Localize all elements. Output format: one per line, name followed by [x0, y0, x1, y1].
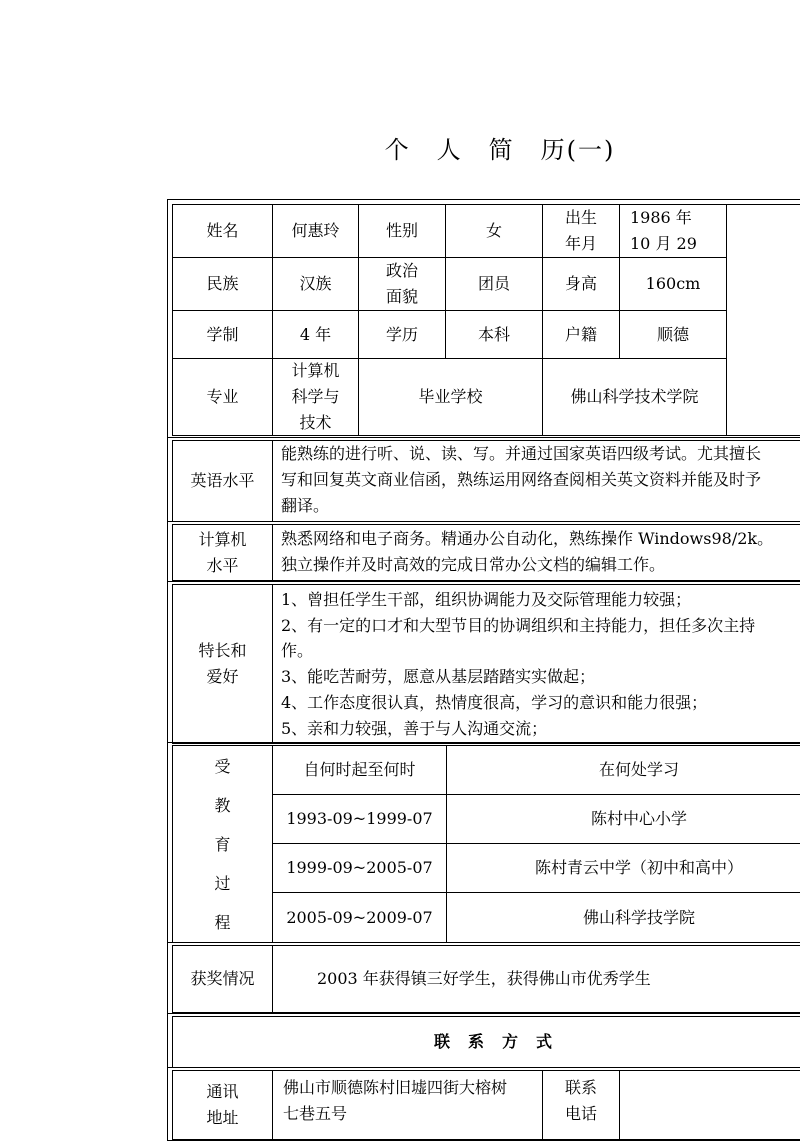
- address-label: [172, 1070, 273, 1140]
- computer-label-line1: 计算机: [198, 529, 247, 549]
- hukou-label: 户籍: [542, 310, 620, 359]
- contact-heading: 联系方式: [172, 1016, 800, 1068]
- education-label-char-5: 程: [214, 912, 231, 932]
- awards-value: 2003 年获得镇三好学生，获得佛山市优秀学生: [272, 945, 800, 1013]
- ethnic-label: 民族: [172, 257, 273, 311]
- phone-label: [542, 1070, 620, 1140]
- education-place-header: 在何处学习: [446, 745, 800, 795]
- address-line2: 七巷五号: [283, 1104, 348, 1123]
- name-value: 何惠玲: [272, 204, 359, 258]
- awards-label: 获奖情况: [172, 945, 273, 1013]
- hobbies-label-line1: 特长和: [198, 641, 247, 660]
- phone-value: [619, 1070, 800, 1140]
- address-value: [272, 1070, 543, 1140]
- degree-value: 本科: [445, 310, 543, 359]
- hobbies-line-4: 3、能吃苦耐劳，愿意从基层踏踏实实做起；: [281, 667, 596, 686]
- hobbies-label: [172, 584, 273, 744]
- education-period-1: 1993-09~1999-07: [272, 794, 447, 844]
- computer-label-line2: 水平: [206, 555, 239, 575]
- computer-line-2: 独立操作并及时高效的完成日常办公文档的编辑工作。: [281, 555, 666, 574]
- major-line2: 科学与: [291, 387, 340, 406]
- education-period-header: 自何时起至何时: [272, 745, 447, 795]
- hobbies-line-1: 1、曾担任学生干部，组织协调能力及交际管理能力较强；: [281, 590, 692, 609]
- address-line1: 佛山市顺德陈村旧墟四街大榕树: [283, 1078, 508, 1097]
- education-place-3: 佛山科学技学院: [446, 892, 800, 943]
- education-label-char-4: 过: [214, 873, 231, 893]
- school-value: 佛山科学技术学院: [542, 358, 727, 436]
- height-label: 身高: [542, 257, 620, 311]
- education-period-3: 2005-09~2009-07: [272, 892, 447, 943]
- english-line-1: 能熟练的进行听、说、读、写。并通过国家英语四级考试。尤其擅长: [281, 444, 762, 463]
- english-line-3: 翻译。: [281, 496, 330, 515]
- political-label: [358, 257, 446, 311]
- birth-label: [542, 204, 620, 258]
- education-label-char-3: 育: [214, 834, 231, 854]
- hobbies-line-3: 作。: [281, 641, 314, 660]
- name-label: 姓名: [172, 204, 273, 258]
- major-line1: 计算机: [291, 361, 340, 380]
- degree-label: 学历: [358, 310, 446, 359]
- birth-label-line1: 出生: [564, 208, 597, 227]
- gender-label: 性别: [358, 204, 446, 258]
- education-place-2: 陈村青云中学（初中和高中）: [446, 843, 800, 893]
- english-line-2: 写和回复英文商业信函，熟练运用网络查阅相关英文资料并能及时予: [281, 470, 762, 489]
- system-value: 4 年: [272, 310, 359, 359]
- computer-label: [172, 524, 273, 581]
- system-label: 学制: [172, 310, 273, 359]
- hobbies-line-2: 2、有一定的口才和大型节目的协调组织和主持能力，担任多次主持: [281, 616, 756, 635]
- education-label-char-1: 受: [214, 756, 231, 776]
- address-label-line2: 地址: [206, 1108, 239, 1127]
- education-period-2: 1999-09~2005-07: [272, 843, 447, 893]
- major-label: 专业: [172, 358, 273, 436]
- computer-line-1: 熟悉网络和电子商务。精通办公自动化，熟练操作 Windows98/2k。: [281, 529, 774, 548]
- english-label: 英语水平: [172, 440, 273, 522]
- hobbies-label-line2: 爱好: [206, 667, 239, 686]
- birth-value: [619, 204, 727, 258]
- political-label-line1: 政治: [385, 261, 418, 280]
- hobbies-line-6: 5、亲和力较强，善于与人沟通交流；: [281, 719, 548, 738]
- major-line3: 技术: [299, 413, 332, 432]
- school-label: 毕业学校: [358, 358, 543, 436]
- address-label-line1: 通讯: [206, 1082, 239, 1101]
- gender-value: 女: [445, 204, 543, 258]
- birth-label-line2: 年月: [564, 234, 597, 253]
- phone-label-line1: 联系: [564, 1078, 597, 1097]
- major-value: [272, 358, 359, 436]
- hobbies-line-5: 4、工作态度很认真，热情度很高，学习的意识和能力很强；: [281, 693, 708, 712]
- education-label-char-2: 教: [214, 795, 231, 815]
- political-value: 团员: [445, 257, 543, 311]
- photo-area: [726, 204, 800, 436]
- political-label-line2: 面貌: [385, 287, 418, 306]
- phone-label-line2: 电话: [564, 1104, 597, 1123]
- page-title: 个 人 简 历(一): [384, 136, 616, 164]
- resume-table: [167, 199, 800, 1141]
- education-place-1: 陈村中心小学: [446, 794, 800, 844]
- birth-value-line1: 1986 年: [630, 208, 692, 227]
- education-label: [172, 745, 273, 943]
- height-value: 160cm: [619, 257, 727, 311]
- hukou-value: 顺德: [619, 310, 727, 359]
- birth-value-line2: 10 月 29: [630, 234, 697, 253]
- ethnic-value: 汉族: [272, 257, 359, 311]
